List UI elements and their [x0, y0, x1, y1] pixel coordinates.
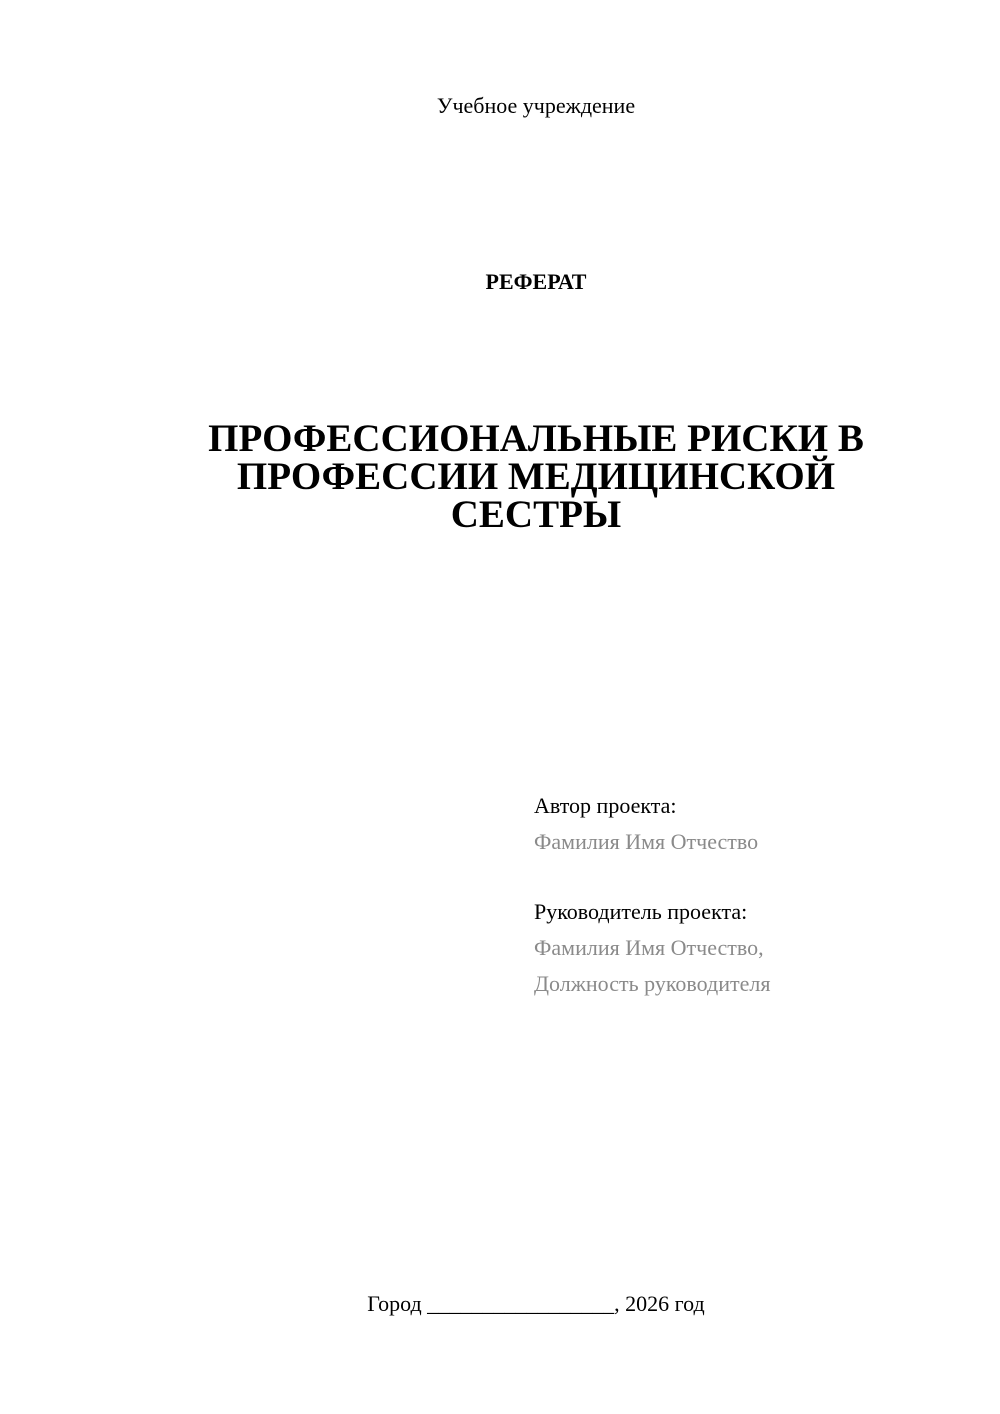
title-line: ПРОФЕССИИ МЕДИЦИНСКОЙ	[236, 455, 836, 498]
project-info	[534, 788, 974, 1002]
document-type: РЕФЕРАТ	[485, 269, 587, 294]
author-name: Фамилия Имя Отчество	[534, 829, 759, 854]
supervisor-name: Фамилия Имя Отчество,	[534, 935, 764, 960]
info-spacer	[534, 860, 974, 894]
supervisor-position: Должность руководителя	[534, 971, 771, 996]
city-year-line: Город _________________, 2026 год	[367, 1291, 705, 1316]
document-title	[200, 417, 872, 536]
title-line: ПРОФЕССИОНАЛЬНЫЕ РИСКИ В	[208, 417, 864, 460]
institution-name: Учебное учреждение	[436, 93, 636, 118]
title-line: СЕСТРЫ	[450, 493, 622, 536]
author-label: Автор проекта:	[534, 793, 677, 818]
supervisor-label: Руководитель проекта:	[534, 899, 748, 924]
